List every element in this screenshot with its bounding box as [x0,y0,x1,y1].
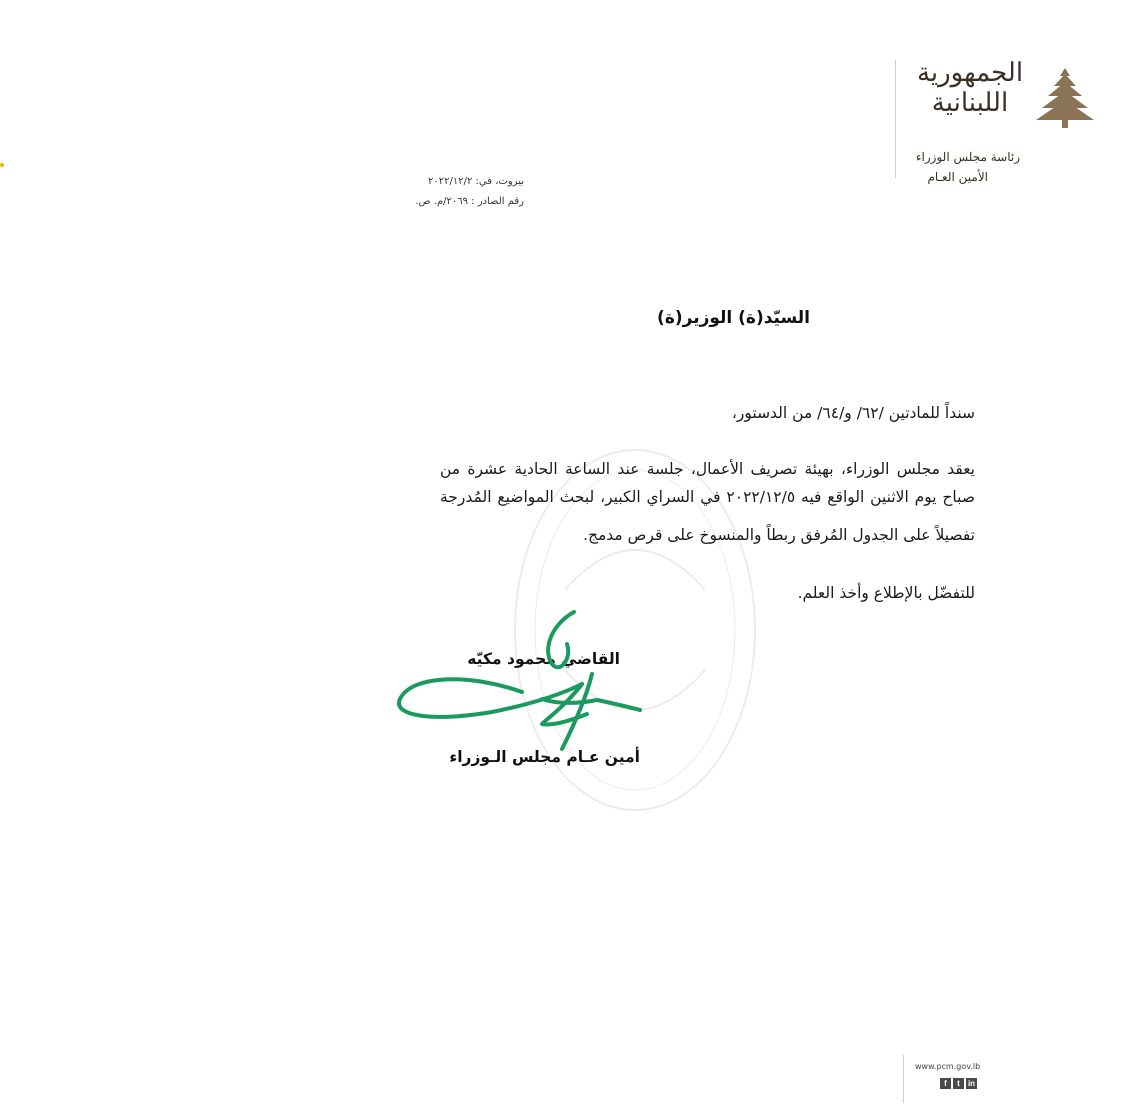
letterhead-divider [895,60,896,178]
reference-number: رقم الصادر : ٢٠٦٩/م. ص. [415,196,524,207]
footer-divider [903,1055,904,1103]
margin-mark [0,163,4,167]
facebook-icon[interactable]: f [940,1078,951,1089]
secretary-general-line: الأمين العـام [927,170,988,184]
body-line-1: سنداً للمادتين /٦٢/ و/٦٤/ من الدستور، [731,404,975,422]
republic-title: الجمهورية اللبنانية [916,58,1024,118]
date-line: بيروت، في: ٢٠٢٢/١٢/٢ [428,176,524,187]
signatory-title: أمين عـام مجلس الـوزراء [449,748,640,766]
body-line-4: تفصيلاً على الجدول المُرفق ربطاً والمنسوخ على قرص مدمج. [583,526,975,544]
social-icons [940,1078,977,1089]
website-link[interactable]: www.pcm.gov.lb [915,1062,981,1071]
body-line-3: صباح يوم الاثنين الواقع فيه ٢٠٢٢/١٢/٥ في السراي الكبير، لبحث المواضيع المُدرجة [440,488,975,506]
twitter-icon[interactable]: t [953,1078,964,1089]
presidency-line: رئاسة مجلس الوزراء [915,150,1020,164]
handwritten-signature [392,604,652,754]
signatory-name: القاضي محمود مكيّه [467,650,620,668]
closing-line: للتفضّل بالإطلاع وأخذ العلم. [797,584,975,602]
body-line-2: يعقد مجلس الوزراء، بهيئة تصريف الأعمال، جلسة عند الساعة الحادية عشرة من [440,460,975,478]
linkedin-icon[interactable]: in [967,1079,976,1088]
recipient-address: السيّد(ة) الوزير(ة) [657,308,810,328]
cedar-emblem-icon [1030,64,1100,134]
